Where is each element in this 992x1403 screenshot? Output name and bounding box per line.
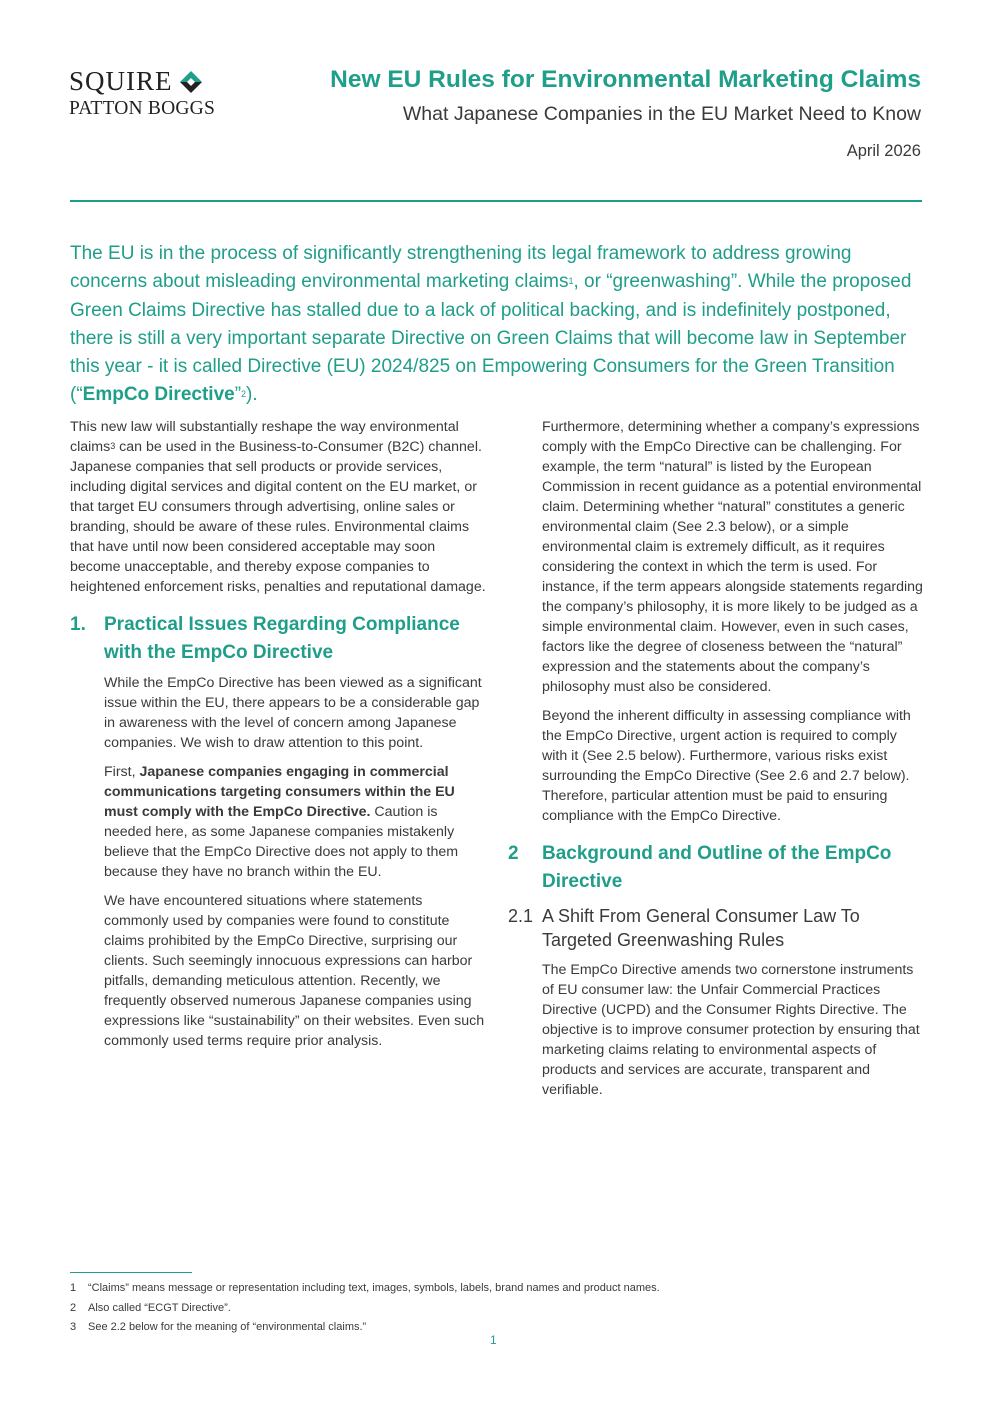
page-number: 1 xyxy=(490,1333,497,1347)
left-column xyxy=(70,417,488,1060)
body-paragraph xyxy=(70,417,488,597)
company-logo xyxy=(69,68,249,121)
footnote xyxy=(70,1320,660,1340)
footnote-ref-1: 1 xyxy=(568,276,574,287)
footnote-text: “Claims” means message or representation including text, images, symbols, labels, brand names and product names. xyxy=(88,1282,660,1294)
intro-text-3: ” xyxy=(234,384,242,406)
logo-line-1: SQUIRE xyxy=(69,66,173,96)
section-title: Background and Outline of the EmpCo Directive xyxy=(542,843,892,892)
intro-defined-term: EmpCo Directive xyxy=(82,384,235,406)
footnote xyxy=(70,1281,660,1301)
subsection-number: 2.1 xyxy=(508,906,534,926)
footnote-number: 2 xyxy=(70,1301,77,1314)
paragraph-text: Caution is needed here, as some Japanese companies mistakenly believe that the EmpCo Directive does not apply to them because they have no branch within the EU. xyxy=(104,804,459,880)
section-heading-2 xyxy=(508,840,923,896)
footnote-number: 3 xyxy=(70,1321,77,1333)
body-paragraph: We have encountered situations where statements commonly used by companies were found to constitute claims prohibited by the EmpCo Directive, surprising our clients. Such seemingly innocuous expressions can harbor pitfalls, demanding meticulous attention. Recently, we frequently observed numerous Japanese companies using expressions like “sustainability” on their websites. Even such commonly used terms require prior analysis. xyxy=(104,893,485,1049)
document-title: New EU Rules for Environmental Marketing Claims xyxy=(330,66,921,93)
footnote-number: 1 xyxy=(70,1282,77,1294)
paragraph-text: First, xyxy=(104,764,140,780)
section-title: Practical Issues Regarding Compliance with the EmpCo Directive xyxy=(104,614,460,663)
body-paragraph xyxy=(70,762,488,882)
intro-text-1: The EU is in the process of significantly strengthening its legal framework to address growing concerns about misleading environmental marketing claims xyxy=(70,243,852,293)
right-column xyxy=(508,417,923,1109)
footnote-text: Also called “ECGT Directive”. xyxy=(88,1301,231,1314)
footnote-ref-2: 2 xyxy=(241,389,247,400)
intro-paragraph xyxy=(70,240,928,410)
document-date: April 2026 xyxy=(846,142,921,160)
paragraph-text: can be used in the Business-to-Consumer (B2C) channel. Japanese companies that sell products or provide services, including digital services and digital content on the EU market, or that target EU consumers through advertising, online sales or branding, should be aware of these rules. Environmental claims that have until now been considered acceptable may soon become unacceptable, and thereby expose companies to heightened enforcement risks, penalties and reputational damage. xyxy=(70,439,486,595)
section-heading-1 xyxy=(70,611,488,667)
document-subtitle: What Japanese Companies in the EU Market Need to Know xyxy=(402,103,921,125)
logo-line-2: PATTON BOGGS xyxy=(69,98,215,119)
body-paragraph: While the EmpCo Directive has been viewed as a significant issue within the EU, there appears to be a considerable gap in awareness with the level of concern among Japanese companies. We wish to draw attention to this point. xyxy=(104,675,482,751)
footnote-text: See 2.2 below for the meaning of “environmental claims.” xyxy=(88,1321,367,1333)
footnotes xyxy=(70,1281,660,1340)
header-divider xyxy=(70,200,922,202)
body-paragraph: Furthermore, determining whether a company’s expressions comply with the EmpCo Directive can be challenging. For example, the term “natural” is listed by the European Commission in recent guidance as a potential environmental claim. Determining whether “natural” constitutes a generic environmental claim (See 2.3 below), or a simple environmental claim is extremely difficult, as it requires considering the context in which the term is used. For instance, if the term appears alongside statements regarding the company’s philosophy, it is more likely to be judged as a simple environmental claim. However, even in such cases, factors like the degree of closeness between the “natural” expression and the statements about the company’s philosophy must also be considered. xyxy=(542,419,923,695)
paragraph-text: This new law will substantially reshape the way environmental claims xyxy=(70,419,459,455)
intro-text-4: ). xyxy=(246,384,258,406)
subsection-title: A Shift From General Consumer Law To Targeted Greenwashing Rules xyxy=(542,906,860,950)
section-number: 2 xyxy=(508,843,519,864)
logo-mark-icon xyxy=(179,70,203,94)
subsection-heading-2-1 xyxy=(508,904,923,952)
body-paragraph: The EmpCo Directive amends two cornerstone instruments of EU consumer law: the Unfair Commercial Practices Directive (UCPD) and the Consumer Rights Directive. The objective is to improve consumer protection by ensuring that marketing claims relating to environmental aspects of products and services are accurate, transparent and verifiable. xyxy=(542,962,920,1098)
paragraph-bold-text: Japanese companies engaging in commercial communications targeting consumers within the EU must comply with the EmpCo Directive. xyxy=(104,764,455,820)
body-paragraph: Beyond the inherent difficulty in assessing compliance with the EmpCo Directive, urgent action is required to comply with it (See 2.5 below). Furthermore, various risks exist surrounding the EmpCo Directive (See 2.6 and 2.7 below). Therefore, particular attention must be paid to ensuring compliance with the EmpCo Directive. xyxy=(542,708,911,824)
footnote-divider xyxy=(70,1272,192,1273)
section-number: 1. xyxy=(70,614,86,635)
intro-text-2: , or “greenwashing”. While the proposed Green Claims Directive has stalled due to a lack of political backing, and is indefinitely postponed, there is still a very important separate Directive on Green Claims that will become law in September this year - it is called Directive (EU) 2024/825 on Empowering Consumers for the Green Transition (“ xyxy=(70,271,912,406)
footnote-ref-3: 3 xyxy=(110,441,116,451)
footnote xyxy=(70,1301,660,1321)
